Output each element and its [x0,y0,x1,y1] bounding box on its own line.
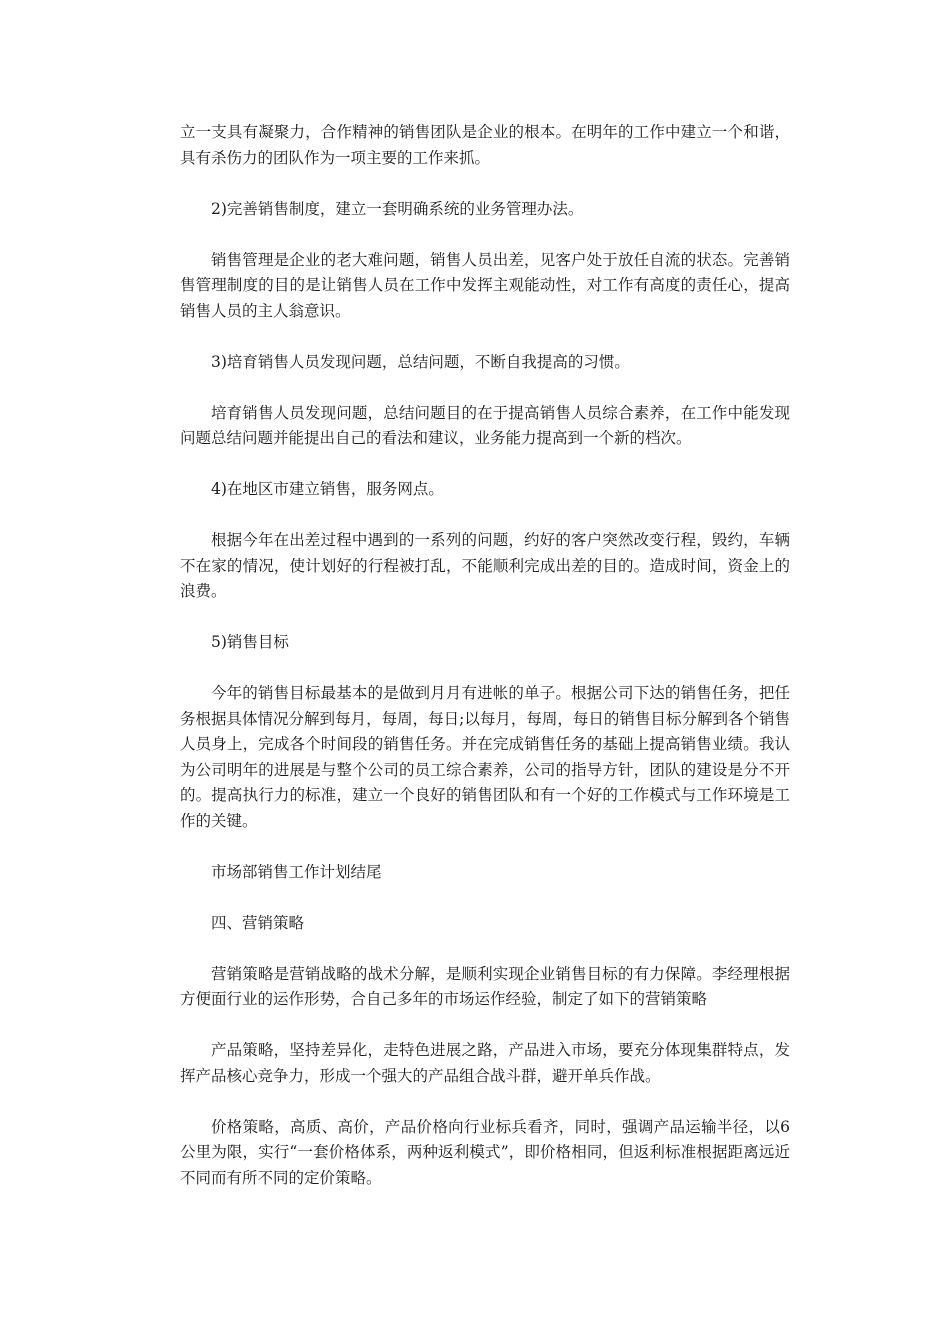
paragraph-problem-habit: 培育销售人员发现问题，总结问题目的在于提高销售人员综合素养，在工作中能发现问题总结问题并能提出自己的看法和建议，业务能力提高到一个新的档次。 [180,403,790,447]
paragraph-service-points: 根据今年在出差过程中遇到的一系列的问题，约好的客户突然改变行程，毁约，车辆不在家的情况，使计划好的行程被打乱，不能顺利完成出差的目的。造成时间，资金上的浪费。 [180,531,790,600]
heading-problem-habit: 3)培育销售人员发现问题，总结问题，不断自我提高的习惯。 [211,352,630,371]
paragraph-sales-target: 今年的销售目标最基本的是做到月月有进帐的单子。根据公司下达的销售任务，把任务根据具体情况分解到每月，每周，每日;以每月，每周，每日的销售目标分解到各个销售人员身上，完成各个时间段的销售任务。并在完成销售任务的基础上提高销售业绩。我认为公司明年的进展是与整个公司的员工综合素养，公司的指导方针，团队的建设是分不开的。提高执行力的标准，建立一个良好的销售团队和有一个好的工作模式与工作环境是工作的关键。 [180,684,790,830]
paragraph-product-strategy: 产品策略，坚持差异化，走特色进展之路，产品进入市场，要充分体现集群特点，发挥产品核心竞争力，形成一个强大的产品组合战斗群，避开单兵作战。 [180,1041,790,1085]
heading-marketing-strategy: 四、营销策略 [211,913,305,932]
heading-sales-target: 5)销售目标 [211,633,289,651]
paragraph-marketing-strategy: 营销策略是营销战略的战术分解，是顺利实现企业销售目标的有力保障。李经理根据方便面行业的运作形势，合自己多年的市场运作经验，制定了如下的营销策略 [180,964,790,1008]
document-body [180,120,790,1217]
heading-service-points: 4)在地区市建立销售，服务网点。 [211,480,444,498]
paragraph-sales-management: 销售管理是企业的老大难问题，销售人员出差，见客户处于放任自流的状态。完善销售管理制度的目的是让销售人员在工作中发挥主观能动性，对工作有高度的责任心，提高销售人员的主人翁意识。 [180,250,790,320]
heading-plan-ending: 市场部销售工作计划结尾 [211,862,382,881]
paragraph-team-intro: 立一支具有凝聚力，合作精神的销售团队是企业的根本。在明年的工作中建立一个和谐，具有杀伤力的团队作为一项主要的工作来抓。 [180,123,790,167]
heading-sales-system: 2)完善销售制度，建立一套明确系统的业务管理办法。 [211,199,584,218]
paragraph-price-strategy: 价格策略，高质、高价，产品价格向行业标兵看齐，同时，强调产品运输半径，以6公里为限，实行“一套价格体系，两种返利模式”，即价格相同，但返利标准根据距离远近不同而有所不同的定价策略。 [180,1117,790,1187]
